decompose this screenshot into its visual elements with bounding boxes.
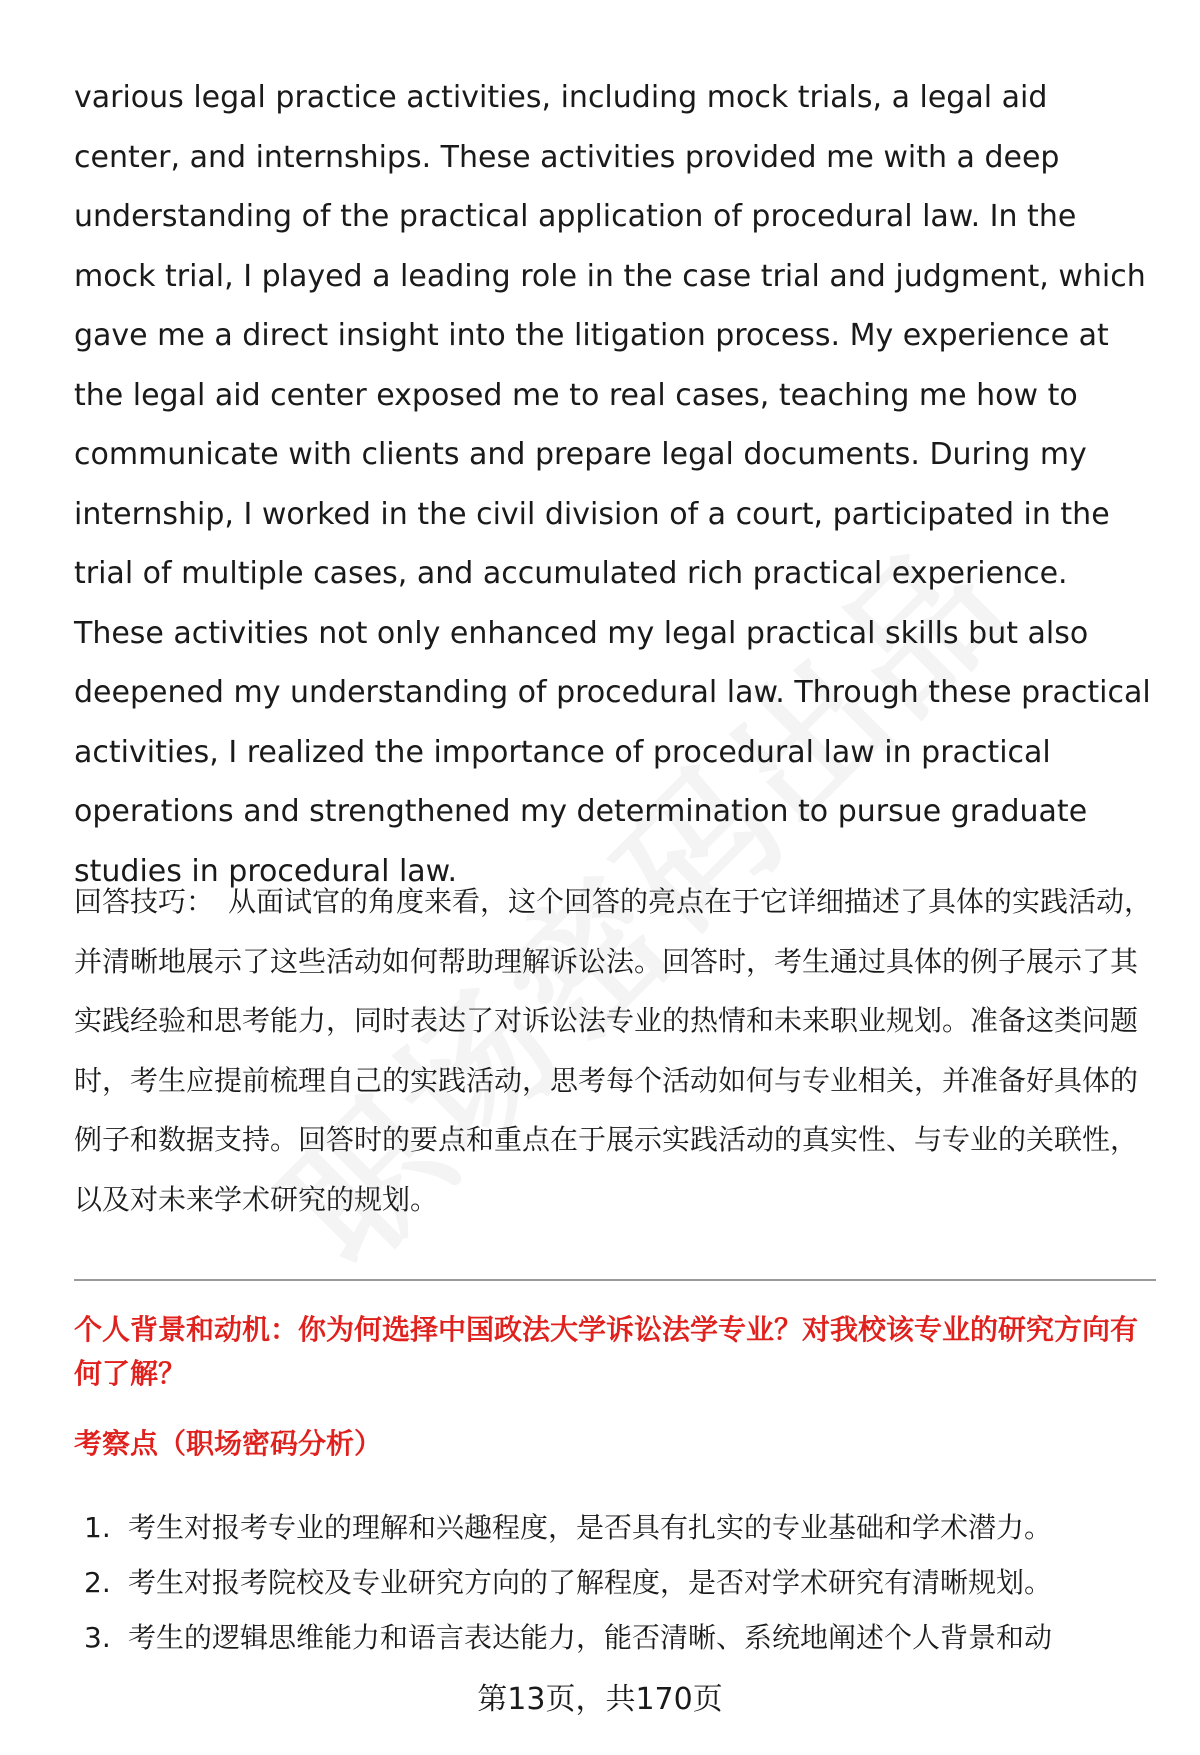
- list-item-number: 3.: [84, 1621, 111, 1654]
- list-item-text: 考生对报考院校及专业研究方向的了解程度，是否对学术研究有清晰规划。: [128, 1566, 1053, 1599]
- page-number-footer: 第13页，共170页: [477, 1682, 723, 1717]
- list-item-number: 2.: [84, 1566, 111, 1599]
- list-item: [84, 1500, 1164, 1555]
- list-item-number: 1.: [84, 1511, 111, 1544]
- section-divider: [74, 1279, 1156, 1281]
- assessment-points-list: [84, 1500, 1164, 1665]
- assessment-points-heading: 考察点（职场密码分析）: [74, 1427, 383, 1460]
- list-item-text: 考生的逻辑思维能力和语言表达能力，能否清晰、系统地阐述个人背景和动: [128, 1621, 1053, 1654]
- question-title: 个人背景和动机：你为何选择中国政法大学诉讼法学专业？对我校该专业的研究方向有何了解？: [74, 1313, 1139, 1390]
- list-item-text: 考生对报考专业的理解和兴趣程度，是否具有扎实的专业基础和学术潜力。: [128, 1511, 1053, 1544]
- answer-tips-paragraph: [74, 872, 1160, 1229]
- list-item: [84, 1555, 1164, 1610]
- english-answer-paragraph: various legal practice activities, including mock trials, a legal aid center, and internships. These activities provided me with a deep understanding of the practical application of procedural law. In the mock trial, I played a leading role in the case trial and judgment, which gave me a direct insight into the litigation process. My experience at the legal aid center exposed me to real cases, teaching me how to communicate with clients and prepare legal documents. During my internship, I worked in the civil division of a court, participated in the trial of multiple cases, and accumulated rich practical experience. These activities not only enhanced my legal practical skills but also deepened my understanding of procedural law. Through these practical activities, I realized the importance of procedural law in practical operations and strengthened my determination to pursue graduate studies in procedural law.: [74, 80, 1151, 889]
- answer-tips-text: 从面试官的角度来看，这个回答的亮点在于它详细描述了具体的实践活动，并清晰地展示了这些活动如何帮助理解诉讼法。回答时，考生通过具体的例子展示了其实践经验和思考能力，同时表达了对诉讼法专业的热情和未来职业规划。准备这类问题时，考生应提前梳理自己的实践活动，思考每个活动如何与专业相关，并准备好具体的例子和数据支持。回答时的要点和重点在于展示实践活动的真实性、与专业的关联性，以及对未来学术研究的规划。: [74, 885, 1153, 1216]
- answer-tips-label: 回答技巧：: [74, 885, 215, 918]
- list-item: [84, 1610, 1164, 1665]
